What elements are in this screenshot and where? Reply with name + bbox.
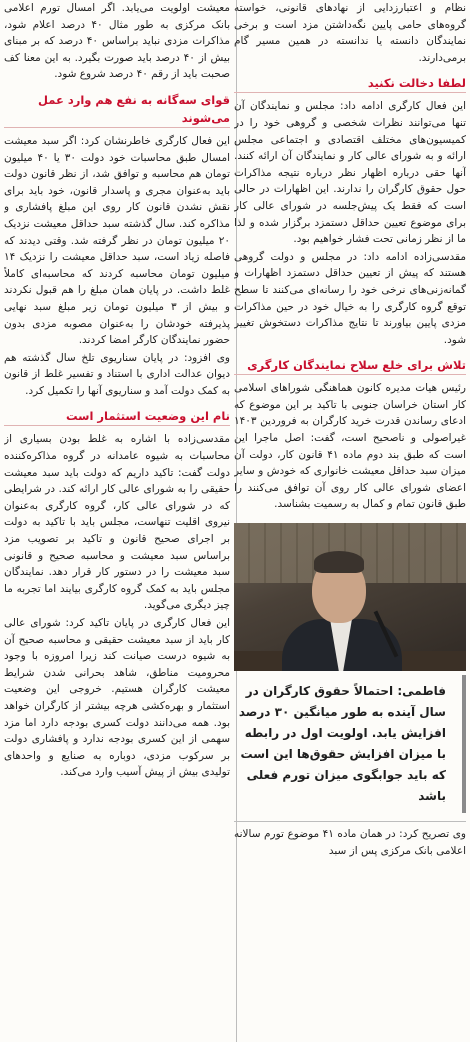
paragraph: مقدسی‌زاده ادامه داد: در مجلس و دولت گروهی هستند که پیش از تعیین حداقل دستمزد اظهارات و گمانه‌زنی‌های نرخی خود را رسانه‌ای می‌کنند تا سطح توقع گروه کارگری را به خیال خود در حین مذاکرات مزدی پایین بیاورند تا نتایج مذاکرات دستخوش تغییر شود. xyxy=(234,250,466,346)
heading-exploitation: نام این وضعیت استثمار است xyxy=(4,407,230,426)
paragraph: این فعال کارگری در پایان تاکید کرد: شورای عالی کار باید از سبد معیشت حقیقی و محاسبه صحیح آن به شیوه درست صیانت کند زیرا امروزه با وجود محرومیت مناطق، شاهد بحرانی شدن شرایط معیشت کارگران هستیم. خروجی این وضعیت استثمار و بهره‌کشی هرچه بیشتر از کارگران خواهد بود. همه می‌دانند دولت کسری بودجه دارد اما مزد سهمی از این کسری بودجه ندارد و پافشاری دولت بر سرکوب مزدی، دوباره به صنایع و واحدهای تولیدی بیش از پیش آسیب وارد می‌کند. xyxy=(4,617,230,779)
heading-three-branches: قوای سه‌گانه به نفع هم وارد عمل می‌شوند xyxy=(4,91,230,128)
paragraph: این فعال کارگری خاطرنشان کرد: اگر سبد معیشت امسال طبق محاسبات خود دولت ۳۰ یا ۴۰ میلیون تومان هم محاسبه و توافق شد، از نظر قانون دولت باید به‌عنوان مجری و پاسدار قانون، خود باید برای نقش نشدن قانون کار روی این مبلغ پافشاری و مذاکره کند. سال گذشته سبد حداقل معیشت نزدیک ۲۰ میلیون تومان در نظر گرفته شد. وقتی دیدند که فاصله زیاد است، سبد حداقل معیشت را نزدیک ۱۴ میلیون تومان محاسبه کردند که محاسبه‌ای کاملاً غلط داشت. در پایان همان مبلغ را هم قبول نکردند و بیش از ۳ میلیون تومان زیر مبلغ سبد نهایی پذیرفته خودشان را به‌عنوان مصوبه مزدی بدون حضور نمایندگان کارگر امضا کردند. xyxy=(4,134,230,347)
heading-please-dont-interfere: لطفا دخالت نکنید xyxy=(234,74,466,93)
right-intro-paragraph: نظام و اعتبارزدایی از نهادهای قانونی، خواسته گروه‌های حامی پایین نگه‌داشتن مزد است و برخی نمایندگان دانسته یا ندانسته در همین مسیر گام برمی‌دارند. xyxy=(234,2,466,64)
divider xyxy=(234,821,466,822)
paragraph: رئیس هیات مدیره کانون هماهنگی شوراهای اسلامی کار استان خراسان جنوبی با تاکید بر این موضوع که ادعای رساندن قدرت خرید کارگران به فروردین ۱۴۰۳ غیراصولی و ناصحیح است، گفت: اصل ماجرا این است که طبق بند دوم ماده ۴۱ قانون کار، دولت آن میزان سبد حداقل معیشت خانواری که خودش و سایر اعضای شورای عالی کار روی آن توافق می‌کنند را طبق قانون تمام و کمال به رسمیت بشناسد. xyxy=(234,382,466,511)
tail-paragraph: وی تصریح کرد: در همان ماده ۴۱ موضوع تورم سالانه اعلامی بانک مرکزی پس از سبد xyxy=(234,828,466,857)
left-column xyxy=(4,0,230,1042)
paragraph: مقدسی‌زاده با اشاره به غلط بودن بسیاری از محاسبات به شیوه عامدانه در گروه مذاکره‌کننده دولت گفت: تاکید داریم که دولت باید سبد معیشت حقیقی را به شورای عالی کار ارائه کند. در شرایطی که در شورای عالی کار، گروه کارگری به‌عنوان نیروی اقلیت تنهاست، مجلس باید با تاکید به دولت بر اجرای صحیح قانون و تاکید بر تصویب مزد براساس سبد معیشت و محاسبه صحیح و قانونی سبد معیشت را در دستور کار قرار دهد. نمایندگان مجلس باید به کمک گروه کارگری بیایند اما تجربه ما چیز دیگری می‌گوید. xyxy=(4,433,230,612)
pull-quote xyxy=(234,675,466,813)
right-column xyxy=(234,0,466,1042)
paragraph: وی افزود: در پایان سناریوی تلخ سال گذشته هم دیوان عدالت اداری با استناد و تفسیر غلط از قانون به کمک دولت آمد و سناریوی آنها را تکمیل کرد. xyxy=(4,351,230,397)
paragraph: این فعال کارگری ادامه داد: مجلس و نمایندگان آن تنها می‌توانند نظرات شخصی و گروهی خود را در کمیسیون‌های مختلف اقتصادی و اجتماعی مجلس ارائه و به شورای عالی کار و نمایندگان آن ارائه کنند. آنها حقی درباره اظهار نظر درباره نتیجه مذاکرات حول حقوق کارگران را ندارند. این اظهارات در حالی است که فقط یک پیش‌جلسه در شورای عالی کار برای موضوع تعیین حداقل دستمزد برگزار شده و لذا ما از نظر زمانی تحت فشار خواهیم بود. xyxy=(234,100,466,246)
portrait-photo xyxy=(234,523,466,671)
pull-quote-text: فاطمی: احتمالاً حقوق کارگران در سال آینده به طور میانگین ۳۰ درصد افزایش یابد. اولویت اول در رابطه با میزان افزایش حقوق‌ها این است که باید جوابگوی میزان تورم فعلی باشد xyxy=(238,684,446,804)
heading-disarm-worker-reps: تلاش برای خلع سلاح نمایندگان کارگری xyxy=(234,356,466,375)
left-intro-paragraph: معیشت اولویت می‌یابد. اگر امسال تورم اعلامی بانک مرکزی به طور مثال ۴۰ درصد اعلام شود، مذاکرات مزدی نباید براساس ۴۰ درصد که بر مبنای بیش از ۴۰ درصد باید صورت بگیرد. به این معنا کف صحبت باید از رقم ۴۰ درصد شروع شود. xyxy=(4,2,230,81)
